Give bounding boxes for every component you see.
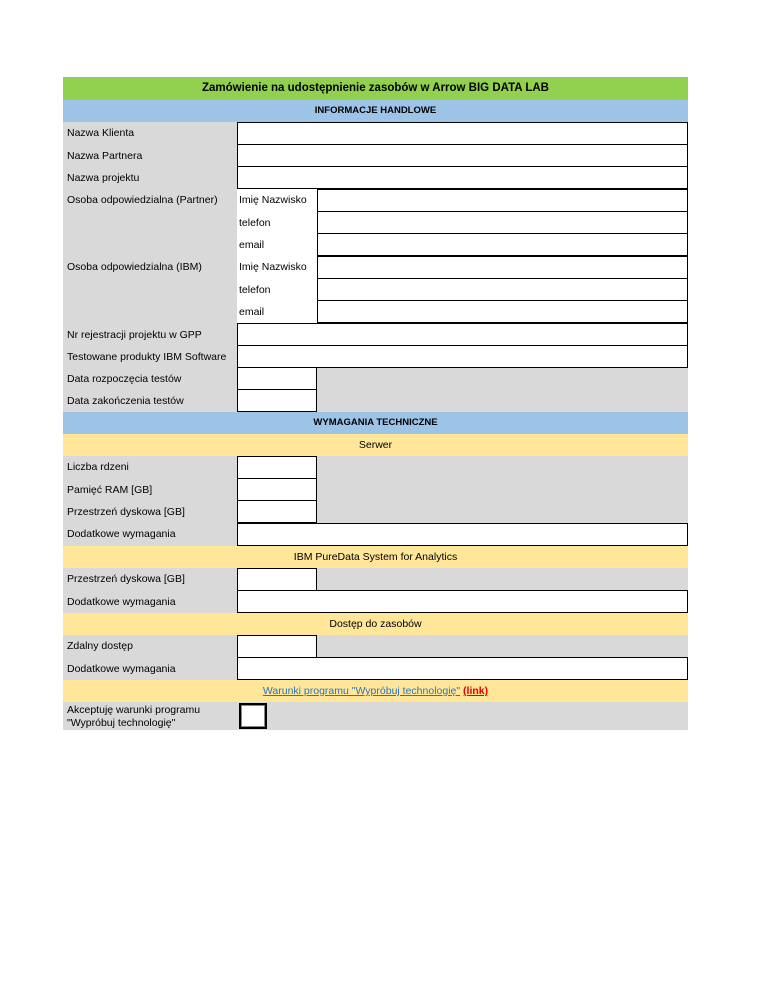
ibm-contact-label: Osoba odpowiedzialna (IBM) (67, 261, 202, 273)
project-name-label: Nazwa projektu (67, 172, 140, 184)
access-extra-input[interactable] (237, 657, 688, 680)
ibm-email-label: email (239, 306, 265, 318)
puredata-extra-input[interactable] (237, 590, 688, 613)
ibm-phone-label: telefon (239, 284, 271, 296)
accept-section-body (63, 702, 688, 730)
end-date-label: Data zakończenia testów (67, 395, 184, 407)
puredata-disk-input[interactable] (237, 568, 317, 591)
ibm-phone-input[interactable] (317, 278, 688, 301)
server-subheader: Serwer (63, 434, 688, 456)
puredata-extra-label: Dodatkowe wymagania (67, 596, 176, 608)
terms-row (63, 680, 688, 702)
ram-input[interactable] (237, 478, 317, 501)
access-subheader: Dostęp do zasobów (63, 613, 688, 635)
partner-name-surname-label: Imię Nazwisko (239, 194, 307, 206)
gpp-number-label: Nr rejestracji projektu w GPP (67, 329, 202, 341)
client-name-input[interactable] (237, 122, 688, 145)
accept-terms-label-line1: Akceptuję warunki programu (67, 704, 201, 716)
accept-terms-label-line2: "Wypróbuj technologię" (67, 717, 176, 729)
partner-name-input[interactable] (237, 144, 688, 167)
section-technical-header: WYMAGANIA TECHNICZNE (63, 412, 688, 434)
terms-link[interactable]: Warunki programu "Wypróbuj technologię" (262, 685, 461, 697)
server-disk-label: Przestrzeń dyskowa [GB] (67, 506, 185, 518)
partner-name-label: Nazwa Partnera (67, 150, 143, 162)
start-date-label: Data rozpoczęcia testów (67, 373, 182, 385)
server-extra-input[interactable] (237, 523, 688, 546)
terms-link-suffix[interactable]: (link) (463, 685, 489, 697)
ibm-email-input[interactable] (317, 300, 688, 323)
accept-terms-checkbox[interactable] (239, 703, 267, 729)
server-extra-label: Dodatkowe wymagania (67, 528, 176, 540)
tested-products-label: Testowane produkty IBM Software (67, 351, 227, 363)
client-name-label: Nazwa Klienta (67, 127, 135, 139)
access-extra-label: Dodatkowe wymagania (67, 663, 176, 675)
start-date-input[interactable] (237, 367, 317, 390)
puredata-subheader: IBM PureData System for Analytics (63, 546, 688, 568)
ibm-name-surname-label: Imię Nazwisko (239, 261, 307, 273)
puredata-disk-label: Przestrzeń dyskowa [GB] (67, 573, 185, 585)
section-business-header: INFORMACJE HANDLOWE (63, 100, 688, 122)
access-section-body (63, 635, 688, 680)
partner-contact-label: Osoba odpowiedzialna (Partner) (67, 194, 218, 206)
partner-email-input[interactable] (317, 233, 688, 256)
gpp-number-input[interactable] (237, 323, 688, 346)
partner-phone-input[interactable] (317, 211, 688, 234)
ibm-name-surname-input[interactable] (317, 256, 688, 279)
server-disk-input[interactable] (237, 500, 317, 523)
remote-access-input[interactable] (237, 635, 317, 658)
server-section-body (63, 456, 688, 546)
cores-input[interactable] (237, 456, 317, 479)
form-title: Zamówienie na udostępnienie zasobów w Arrow BIG DATA LAB (63, 77, 688, 100)
puredata-section-body (63, 568, 688, 613)
business-section-body (63, 122, 688, 412)
ram-label: Pamięć RAM [GB] (67, 484, 153, 496)
partner-email-label: email (239, 239, 265, 251)
project-name-input[interactable] (237, 166, 688, 189)
remote-access-label: Zdalny dostęp (67, 640, 133, 652)
partner-phone-label: telefon (239, 217, 271, 229)
tested-products-input[interactable] (237, 345, 688, 368)
partner-name-surname-input[interactable] (317, 189, 688, 212)
end-date-input[interactable] (237, 389, 317, 412)
cores-label: Liczba rdzeni (67, 461, 129, 473)
